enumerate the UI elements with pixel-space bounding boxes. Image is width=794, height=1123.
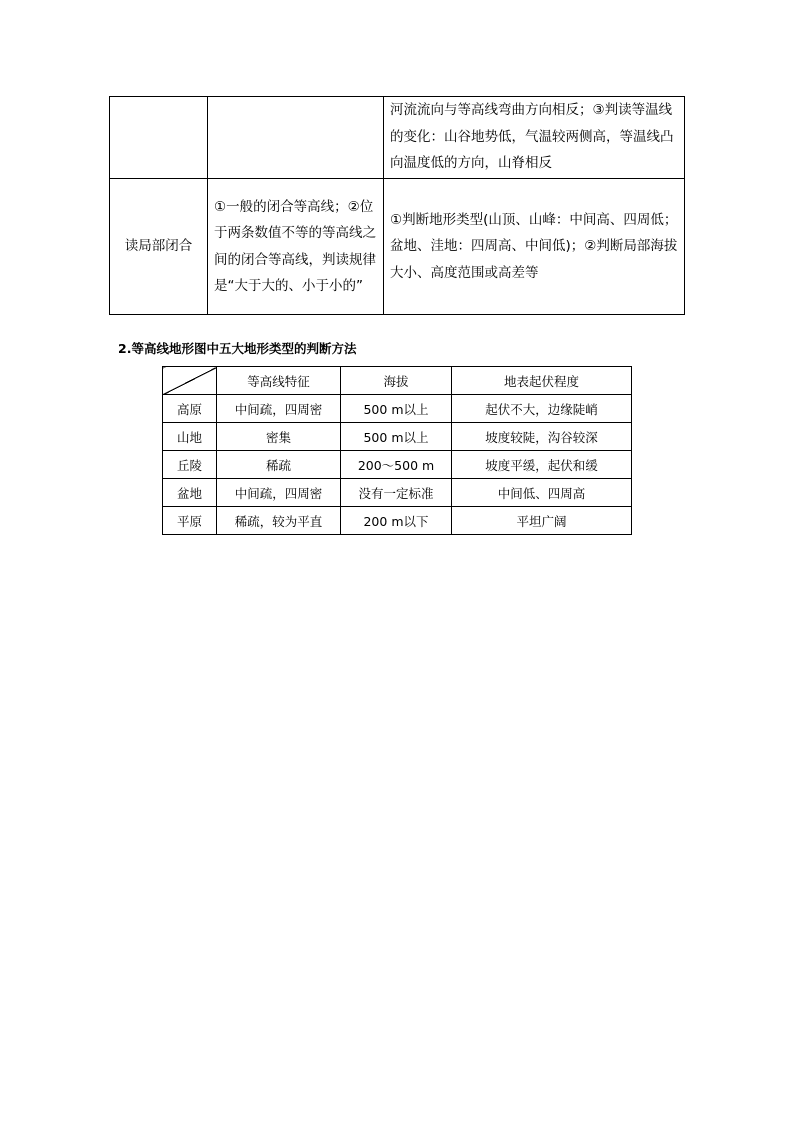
landform-name: 山地: [163, 423, 217, 451]
table-row: [163, 423, 632, 451]
landform-table: [162, 366, 632, 535]
diagonal-header-cell: [163, 367, 217, 395]
table-row: [110, 179, 685, 315]
contour-feature: 稀疏: [217, 451, 341, 479]
table-cell-method: 河流流向与等高线弯曲方向相反；③判读等温线的变化：山谷地势低，气温较两侧高，等温线凸向温度低的方向，山脊相反: [384, 97, 685, 179]
method-table-continued: [109, 96, 685, 315]
table-row: [163, 507, 632, 535]
section-title: 2.等高线地形图中五大地形类型的判断方法: [118, 341, 357, 356]
contour-feature: 密集: [217, 423, 341, 451]
table-header-cell: 地表起伏程度: [452, 367, 632, 395]
table-row: [163, 479, 632, 507]
table-header-cell: 海拔: [341, 367, 452, 395]
altitude: 200～500 m: [341, 451, 452, 479]
table-row: [163, 395, 632, 423]
relief-degree: 平坦广阔: [452, 507, 632, 535]
relief-degree: 坡度较陡，沟谷较深: [452, 423, 632, 451]
table-header-cell: 等高线特征: [217, 367, 341, 395]
landform-name: 盆地: [163, 479, 217, 507]
relief-degree: 起伏不大，边缘陡峭: [452, 395, 632, 423]
altitude: 200 m以下: [341, 507, 452, 535]
contour-feature: 中间疏，四周密: [217, 479, 341, 507]
table-header-row: [163, 367, 632, 395]
table-cell-label: 读局部闭合: [110, 179, 208, 315]
relief-degree: 坡度平缓，起伏和缓: [452, 451, 632, 479]
contour-feature: 中间疏，四周密: [217, 395, 341, 423]
table-cell-label: [110, 97, 208, 179]
table-row: [163, 451, 632, 479]
altitude: 没有一定标准: [341, 479, 452, 507]
table-cell-method: ①判断地形类型(山顶、山峰：中间高、四周低；盆地、洼地：四周高、中间低)；②判断局部海拔大小、高度范围或高差等: [384, 179, 685, 315]
landform-name: 高原: [163, 395, 217, 423]
table-cell-feature: [208, 97, 384, 179]
landform-name: 平原: [163, 507, 217, 535]
table-row: [110, 97, 685, 179]
altitude: 500 m以上: [341, 423, 452, 451]
altitude: 500 m以上: [341, 395, 452, 423]
table-cell-feature: ①一般的闭合等高线；②位于两条数值不等的等高线之间的闭合等高线，判读规律是“大于大的、小于小的”: [208, 179, 384, 315]
relief-degree: 中间低、四周高: [452, 479, 632, 507]
contour-feature: 稀疏，较为平直: [217, 507, 341, 535]
landform-name: 丘陵: [163, 451, 217, 479]
